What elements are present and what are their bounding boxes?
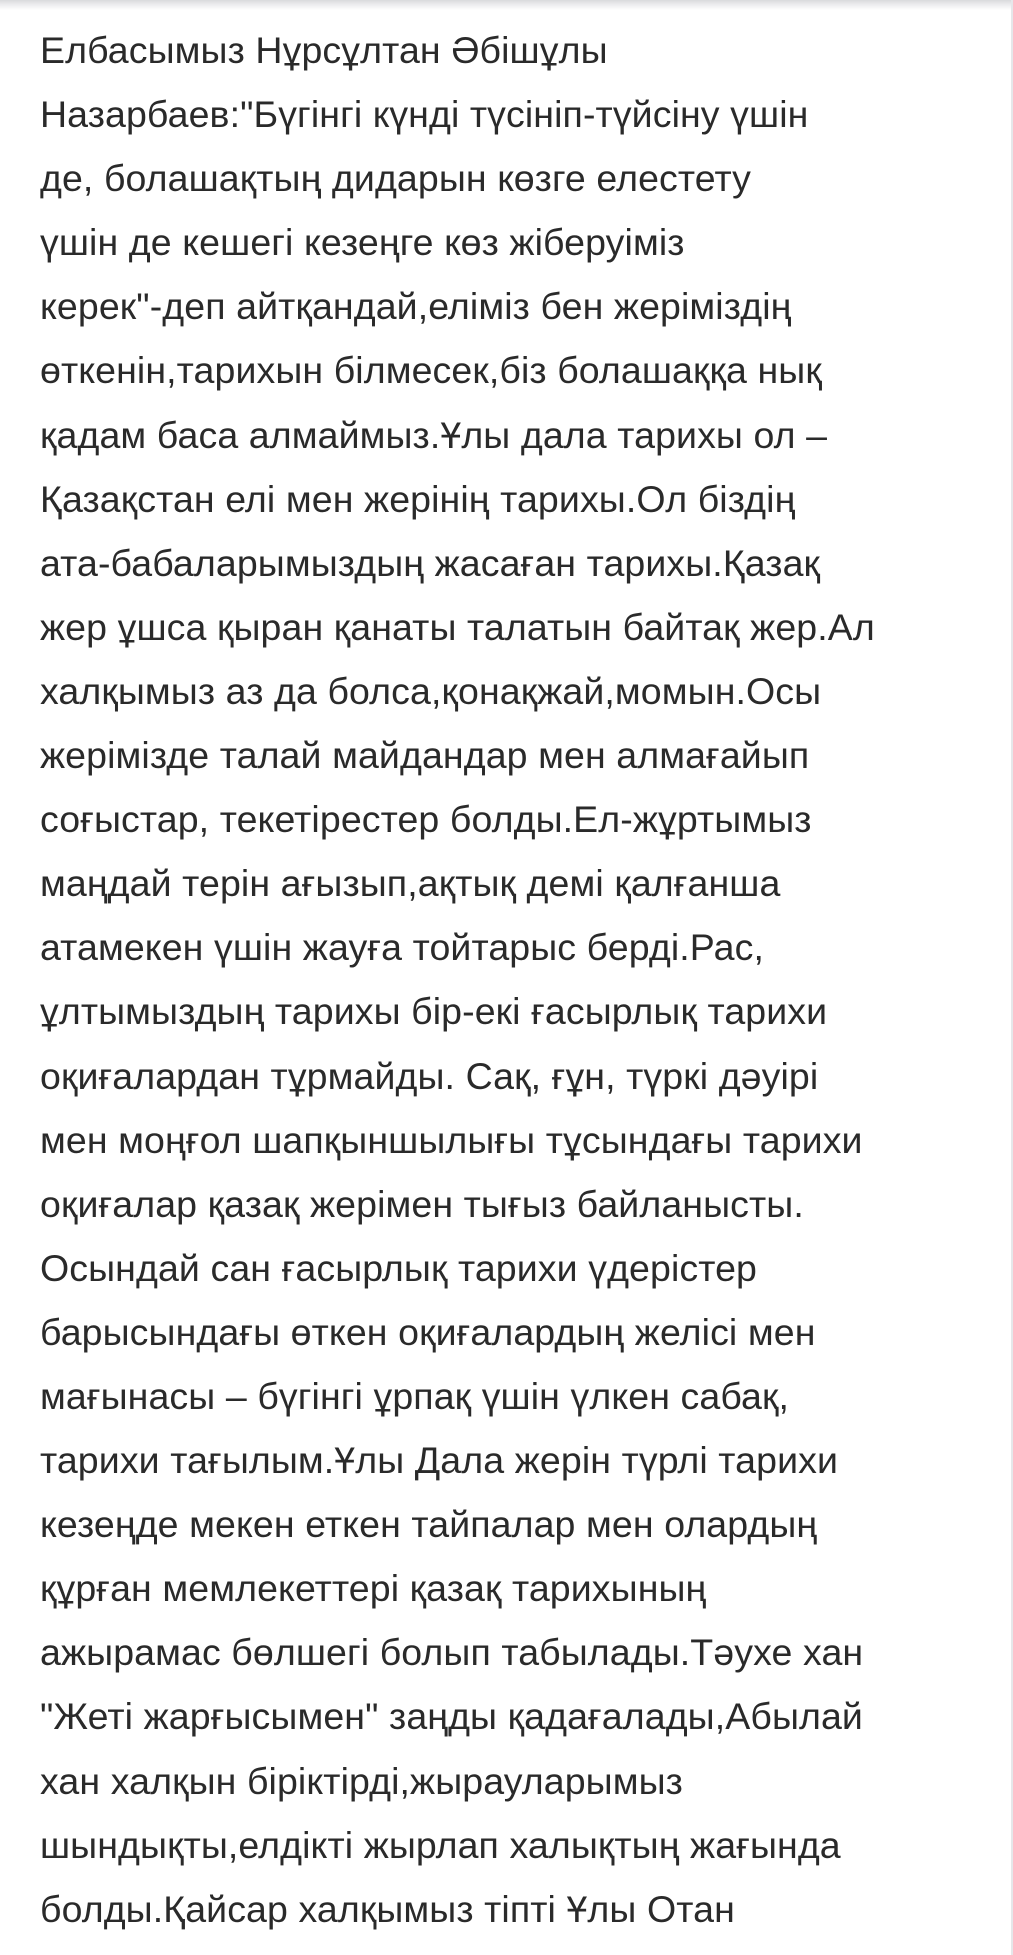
text-line: соғыстар, текетірестер болды.Ел-жұртымыз xyxy=(40,798,812,841)
text-line: маңдай терін ағызып,ақтық демі қалғанша xyxy=(40,862,781,905)
text-line: Назарбаев:"Бүгінгі күнді түсініп-түйсіну үшін xyxy=(40,93,809,136)
text-line: жер ұшса қыран қанаты талатын байтақ жер.Ал xyxy=(40,605,875,648)
answer-text-block xyxy=(40,18,1000,1941)
text-line: де, болашақтың дидарын көзге елестету xyxy=(40,157,752,200)
text-line: құрған мемлекеттері қазақ тарихының xyxy=(40,1567,707,1610)
text-line: тарихи тағылым.Ұлы Дала жерін түрлі тарихи xyxy=(40,1439,839,1482)
text-line: өткенін,тарихын білмесек,біз болашаққа нық xyxy=(40,349,822,392)
text-line: кезеңде мекен еткен тайпалар мен олардың xyxy=(40,1503,818,1546)
text-line: атамекен үшін жауға тойтарыс берді.Рас, xyxy=(40,926,764,969)
text-line: барысындағы өткен оқиғалардың желісі мен xyxy=(40,1310,816,1353)
text-line: ата-бабаларымыздың жасаған тарихы.Қазақ xyxy=(40,541,821,584)
text-line: "Жеті жарғысымен" заңды қадағалады,Абылай xyxy=(40,1695,863,1738)
text-line: болды.Қайсар халқымыз тіпті Ұлы Отан xyxy=(40,1887,735,1930)
text-line: шындықты,елдікті жырлап халықтың жағында xyxy=(40,1823,841,1866)
top-shadow xyxy=(0,0,1013,10)
text-line: ұлтымыздың тарихы бір-екі ғасырлық тарихи xyxy=(40,990,828,1033)
text-line: керек"-деп айтқандай,еліміз бен жеріміздің xyxy=(40,285,792,328)
text-line: жерімізде талай майдандар мен алмағайып xyxy=(40,734,810,777)
text-line: Қазақстан елі мен жерінің тарихы.Ол біздің xyxy=(40,477,796,520)
text-line: Елбасымыз Нұрсұлтан Әбішұлы xyxy=(40,29,608,71)
text-line: қадам баса алмаймыз.Ұлы дала тарихы ол – xyxy=(40,413,828,456)
text-line: оқиғалар қазақ жерімен тығыз байланысты. xyxy=(40,1182,804,1225)
text-line: мен моңғол шапқыншылығы тұсындағы тарихи xyxy=(40,1118,863,1161)
text-line: халқымыз аз да болса,қонақжай,момын.Осы xyxy=(40,669,822,712)
text-line: Осындай сан ғасырлық тарихи үдерістер xyxy=(40,1246,758,1289)
text-line: хан халқын біріктірді,жырауларымыз xyxy=(40,1759,683,1802)
text-line: үшін де кешегі кезеңге көз жіберуіміз xyxy=(40,221,685,264)
text-line: оқиғалардан тұрмайды. Сақ, ғұн, түркі дәуірі xyxy=(40,1054,819,1097)
text-line: мағынасы – бүгінгі ұрпақ үшін үлкен сабақ, xyxy=(40,1374,790,1417)
text-line: ажырамас бөлшегі болып табылады.Тәухе хан xyxy=(40,1631,864,1674)
